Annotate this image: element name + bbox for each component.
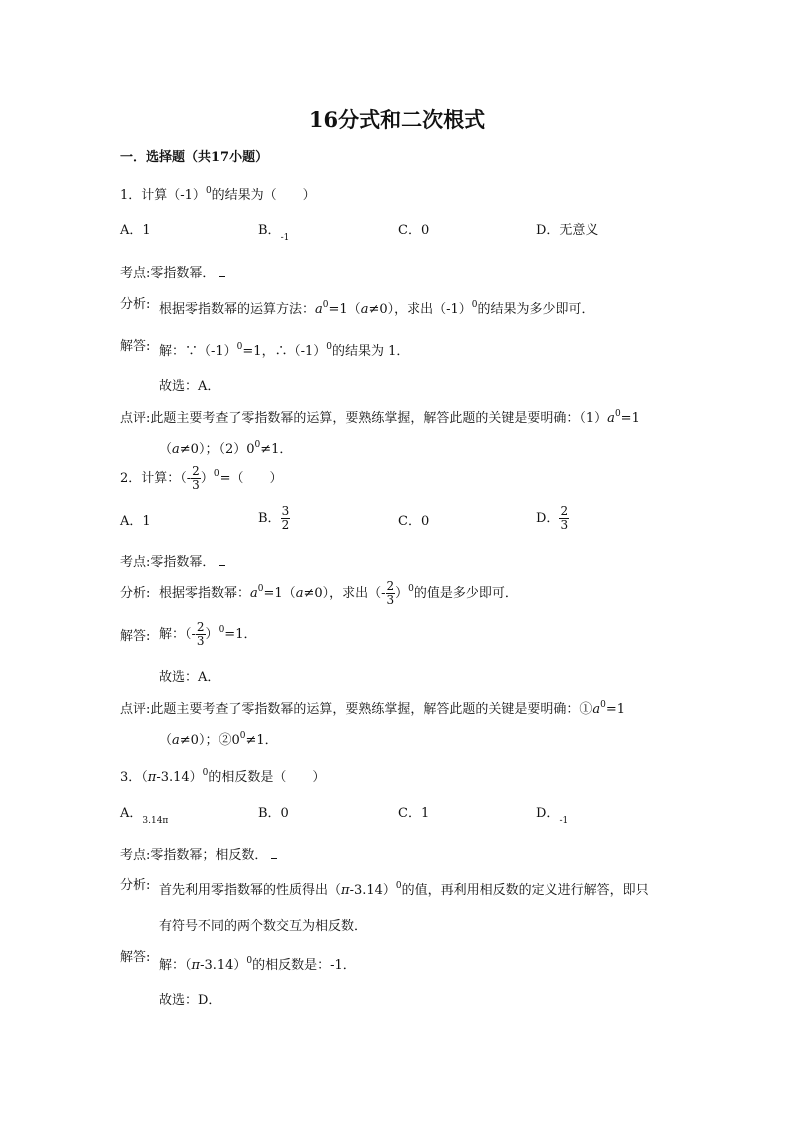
- q1-option-d: D．无意义: [536, 223, 599, 238]
- q3-kaodian: 考点:零指数幂；相反数．: [120, 844, 277, 863]
- question-3-stem: 3．$(\pi-3.14)^0$的相反数是（ ）: [120, 768, 326, 785]
- question-1-stem: 1．计算$(-1)^0$的结果为（ ）: [120, 186, 316, 203]
- q2-kaodian: 考点:零指数幂．: [120, 551, 225, 570]
- question-2-stem: 2．计算：（- $\frac{2}{3}$ ）$^0$=（ ）: [120, 464, 283, 492]
- q2-option-c: C．0: [398, 514, 430, 529]
- q1-option-b: B．$_{-1}$: [258, 223, 290, 243]
- q1-fenxi: 根据零指数幂的运算方法：$a^0=1(a\ne 0)$，求出$(-1)^0$的结果为多少即可．: [159, 300, 595, 317]
- q2-option-d: D． $\frac{2}{3}$: [536, 504, 569, 532]
- q3-fenxi-label: 分析:: [120, 878, 151, 893]
- q2-jieda: 解：（- $\frac{2}{3}$ ）$^0$=1．: [159, 620, 257, 648]
- q3-jieda: 解：$(\pi-3.14)^0$的相反数是：-1．: [159, 956, 356, 973]
- q1-jieda: 解：$\because(-1)^0=1$，$\therefore(-1)^0$的结果为 1．: [159, 342, 410, 359]
- q3-option-c: C．1: [398, 806, 430, 821]
- kaodian-label: 考点:: [120, 266, 151, 281]
- q2-fenxi-label: 分析:: [120, 586, 151, 601]
- q1-option-a: A．1: [120, 223, 151, 238]
- page-title: 16分式和二次根式: [308, 107, 486, 132]
- q2-answer: 故选：A．: [159, 670, 221, 685]
- q2-fenxi: 根据零指数幂：$a^0=1(a\ne 0)$，求出（- $\frac{2}{3}$ ）$^0$的值是多少即可．: [159, 579, 518, 607]
- section-heading: 一．选择题（共17小题）: [120, 150, 269, 165]
- q2-option-a: A．1: [120, 514, 151, 529]
- q3-option-b: B．0: [258, 806, 289, 821]
- q3-option-d: D．$_{-1}$: [536, 806, 569, 826]
- q1-dianping-cont: （a≠0）；$(2)0^0\ne 1$．: [159, 440, 293, 457]
- q2-dianping-cont: （a≠0）；$②0^0\ne 1$．: [159, 731, 278, 748]
- q3-fenxi-cont: 有符号不同的两个数交互为相反数．: [159, 919, 368, 934]
- q1-dianping: 点评:此题主要考查了零指数幂的运算，要熟练掌握，解答此题的关键是要明确：$(1)a^0=1$: [120, 409, 640, 426]
- q1-jieda-label: 解答:: [120, 339, 151, 354]
- dianping-label: 点评:: [120, 411, 151, 426]
- fraction: $\frac{2}{3}$: [192, 464, 200, 492]
- q2-option-b: B． $\frac{3}{2}$: [258, 504, 290, 532]
- q3-fenxi: 首先利用零指数幂的性质得出$(\pi-3.14)^0$的值，再利用相反数的定义进行解答，即只: [159, 881, 649, 898]
- q2-jieda-label: 解答:: [120, 629, 151, 644]
- q1-kaodian: 考点:零指数幂．: [120, 262, 225, 281]
- q1-fenxi-label: 分析:: [120, 297, 151, 312]
- q1-option-c: C．0: [398, 223, 430, 238]
- q3-option-a: A．$_{3.14\pi}$: [120, 806, 169, 826]
- q2-dianping: 点评:此题主要考查了零指数幂的运算，要熟练掌握，解答此题的关键是要明确：$①a^0=1$: [120, 700, 626, 717]
- q3-answer: 故选：D．: [159, 993, 222, 1008]
- q3-jieda-label: 解答:: [120, 950, 151, 965]
- q1-answer: 故选：A．: [159, 379, 221, 394]
